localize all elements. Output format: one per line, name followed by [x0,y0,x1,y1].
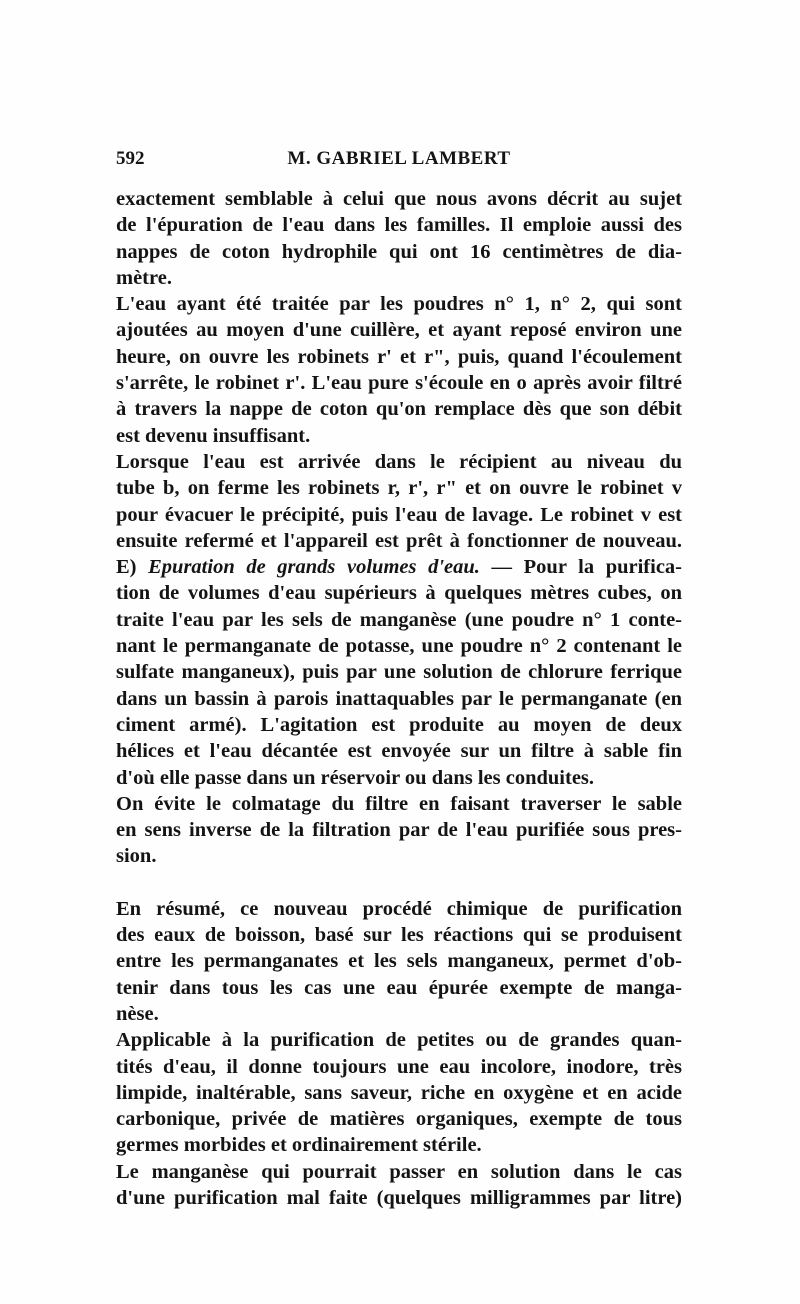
text-line: exactement semblable à celui que nous avons décrit au sujet [116,188,682,210]
text-line: tube b, on ferme les robinets r, r', r" et on ouvre le robinet v [116,477,682,500]
text-line: mètre. [116,266,172,289]
text-line: d'une purification mal faite (quelques milligrammes par litre) [116,1186,682,1209]
text-line: pour évacuer le précipité, puis l'eau de lavage. Le robinet v est [116,503,682,526]
running-head: M. GABRIEL LAMBERT [287,148,511,169]
text-line: carbonique, privée de matières organiques, exempte de tous [116,1108,682,1131]
text-line: nèse. [116,1002,159,1025]
text-line: à travers la nappe de coton qu'on remplace dès que son débit [116,398,682,421]
text-line: d'où elle passe dans un réservoir ou dans les conduites. [116,766,595,789]
text-line: nant le permanganate de potasse, une poudre n° 2 contenant le [116,635,682,658]
text-line: E) Epuration de grands volumes d'eau. — Pour la purifica- [116,556,683,579]
text-line: ensuite refermé et l'appareil est prêt à fonctionner de nouveau. [116,529,682,552]
text-line: s'arrête, le robinet r'. L'eau pure s'écoule en o après avoir filtré [116,372,682,395]
text-line: En résumé, ce nouveau procédé chimique de purification [116,897,682,920]
text-line: Le manganèse qui pourrait passer en solution dans le cas [116,1160,682,1183]
body-text [116,186,682,1211]
text-line: hélices et l'eau décantée est envoyée sur un filtre à sable fin [116,740,682,763]
page-number: 592 [116,148,145,169]
text-line: Lorsque l'eau est arrivée dans le récipient au niveau du [116,450,682,473]
text-line: est devenu insuffisant. [116,424,311,447]
paragraph-gap [116,870,682,896]
text-line: ajoutées au moyen d'une cuillère, et ayant reposé environ une [116,319,682,342]
text-line: Applicable à la purification de petites ou de grandes quan- [116,1029,682,1052]
text-line: entre les permanganates et les sels manganeux, permet d'ob- [116,950,682,973]
text-line: ciment armé). L'agitation est produite au moyen de deux [116,713,682,736]
text-line: tenir dans tous les cas une eau épurée exempte de manga- [116,976,682,999]
text-line: tion de volumes d'eau supérieurs à quelques mètres cubes, on [116,582,682,605]
text-line: des eaux de boisson, basé sur les réactions qui se produisent [116,924,682,947]
text-line: traite l'eau par les sels de manganèse (une poudre n° 1 conte- [116,608,682,631]
text-line: L'eau ayant été traitée par les poudres n° 1, n° 2, qui sont [116,293,682,316]
section-heading: Epuration de grands volumes d'eau. [148,556,480,579]
text-line: sion. [116,845,157,868]
text-line: nappes de coton hydrophile qui ont 16 centimètres de dia- [116,240,682,263]
text-line: sulfate manganeux), puis par une solution de chlorure ferrique [116,661,682,684]
text-line: germes morbides et ordinairement stérile. [116,1134,482,1157]
text-line: de l'épuration de l'eau dans les familles. Il emploie aussi des [116,214,682,237]
text-line: limpide, inaltérable, sans saveur, riche en oxygène et en acide [116,1081,682,1104]
text-line: tités d'eau, il donne toujours une eau incolore, inodore, très [116,1055,682,1078]
page-header [116,148,682,174]
text-line: heure, on ouvre les robinets r' et r", puis, quand l'écoulement [116,345,682,368]
text-line: en sens inverse de la filtration par de l'eau purifiée sous pres- [116,819,682,842]
text-line: dans un bassin à parois inattaquables par le permanganate (en [116,687,682,710]
text-line: On évite le colmatage du filtre en faisant traverser le sable [116,792,682,815]
